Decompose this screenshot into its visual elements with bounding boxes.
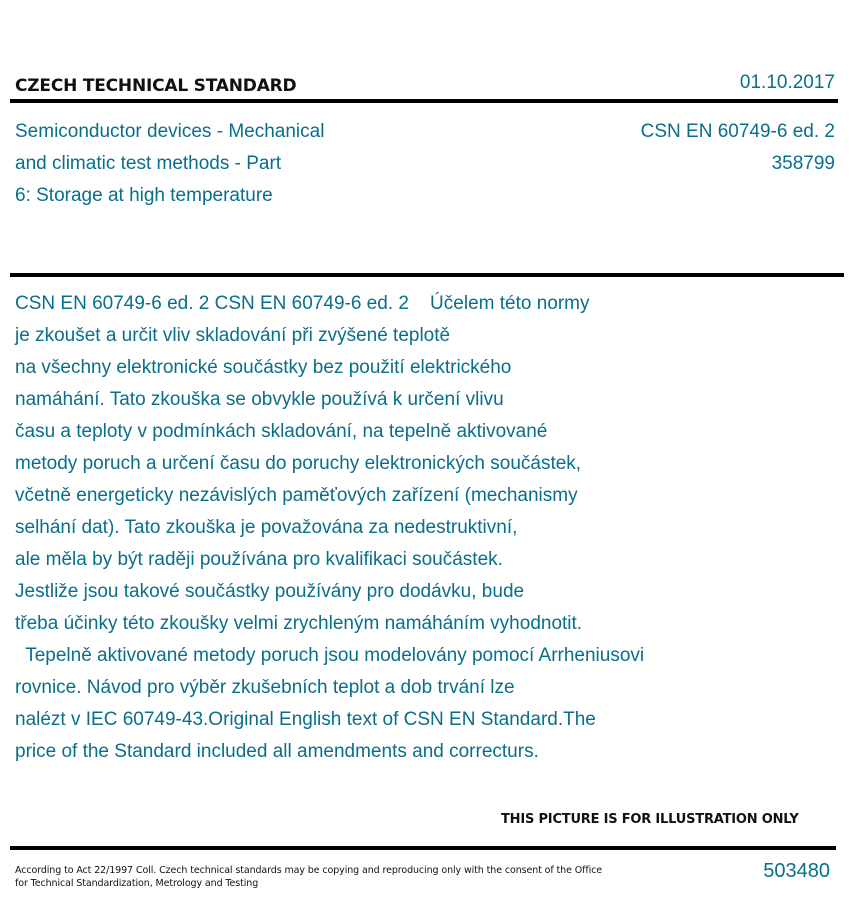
description-line: Jestliže jsou takové součástky používány pro dodávku, bude [15, 581, 525, 602]
standard-title-line: and climatic test methods - Part [15, 153, 282, 174]
legal-notice-line: for Technical Standardization, Metrology and Testing [15, 878, 259, 889]
description-line: třeba účinky této zkoušky velmi zrychleným namáháním vyhodnotit. [15, 613, 583, 634]
standard-description [15, 288, 835, 768]
description-line: nalézt v IEC 60749-43.Original English text of CSN EN Standard.The [15, 709, 596, 730]
illustration-disclaimer: THIS PICTURE IS FOR ILLUSTRATION ONLY [501, 812, 799, 827]
description-line: včetně energeticky nezávislých paměťových zařízení (mechanismy [15, 485, 578, 506]
description-line: selhání dat). Tato zkouška je považována za nedestruktivní, [15, 517, 518, 538]
description-line: rovnice. Návod pro výběr zkušebních teplot a dob trvání lze [15, 677, 515, 698]
description-line: je zkoušet a určit vliv skladování při zvýšené teplotě [15, 325, 451, 346]
description-line: na všechny elektronické součástky bez použití elektrického [15, 357, 512, 378]
description-line: namáhání. Tato zkouška se obvykle používá k určení vlivu [15, 389, 504, 410]
header-divider [10, 99, 838, 103]
document-header-title: CZECH TECHNICAL STANDARD [15, 76, 297, 96]
legal-notice [15, 864, 605, 890]
publication-date: 01.10.2017 [739, 72, 835, 93]
description-line: CSN EN 60749-6 ed. 2 CSN EN 60749-6 ed. 2 Účelem této normy [15, 293, 590, 314]
legal-notice-line: According to Act 22/1997 Coll. Czech technical standards may be copying and reproducing only with the consent of the Office [15, 865, 603, 876]
description-line: času a teploty v podmínkách skladování, na tepelně aktivované [15, 421, 548, 442]
description-line: ale měla by být raději používána pro kvalifikaci součástek. [15, 549, 503, 570]
standard-title-line: 6: Storage at high temperature [15, 185, 273, 206]
footer-divider [10, 846, 836, 850]
standard-code: CSN EN 60749-6 ed. 2 [640, 121, 835, 142]
standard-title [15, 116, 405, 212]
standard-title-line: Semiconductor devices - Mechanical [15, 121, 325, 142]
description-line: Tepelně aktivované metody poruch jsou modelovány pomocí Arrheniusovi [15, 645, 645, 666]
standard-identifier [641, 116, 835, 180]
section-divider [10, 273, 844, 277]
description-line: price of the Standard included all amendments and correcturs. [15, 741, 539, 762]
catalog-number: 358799 [771, 153, 835, 174]
description-line: metody poruch a určení času do poruchy elektronických součástek, [15, 453, 582, 474]
footer-document-code: 503480 [763, 860, 830, 882]
